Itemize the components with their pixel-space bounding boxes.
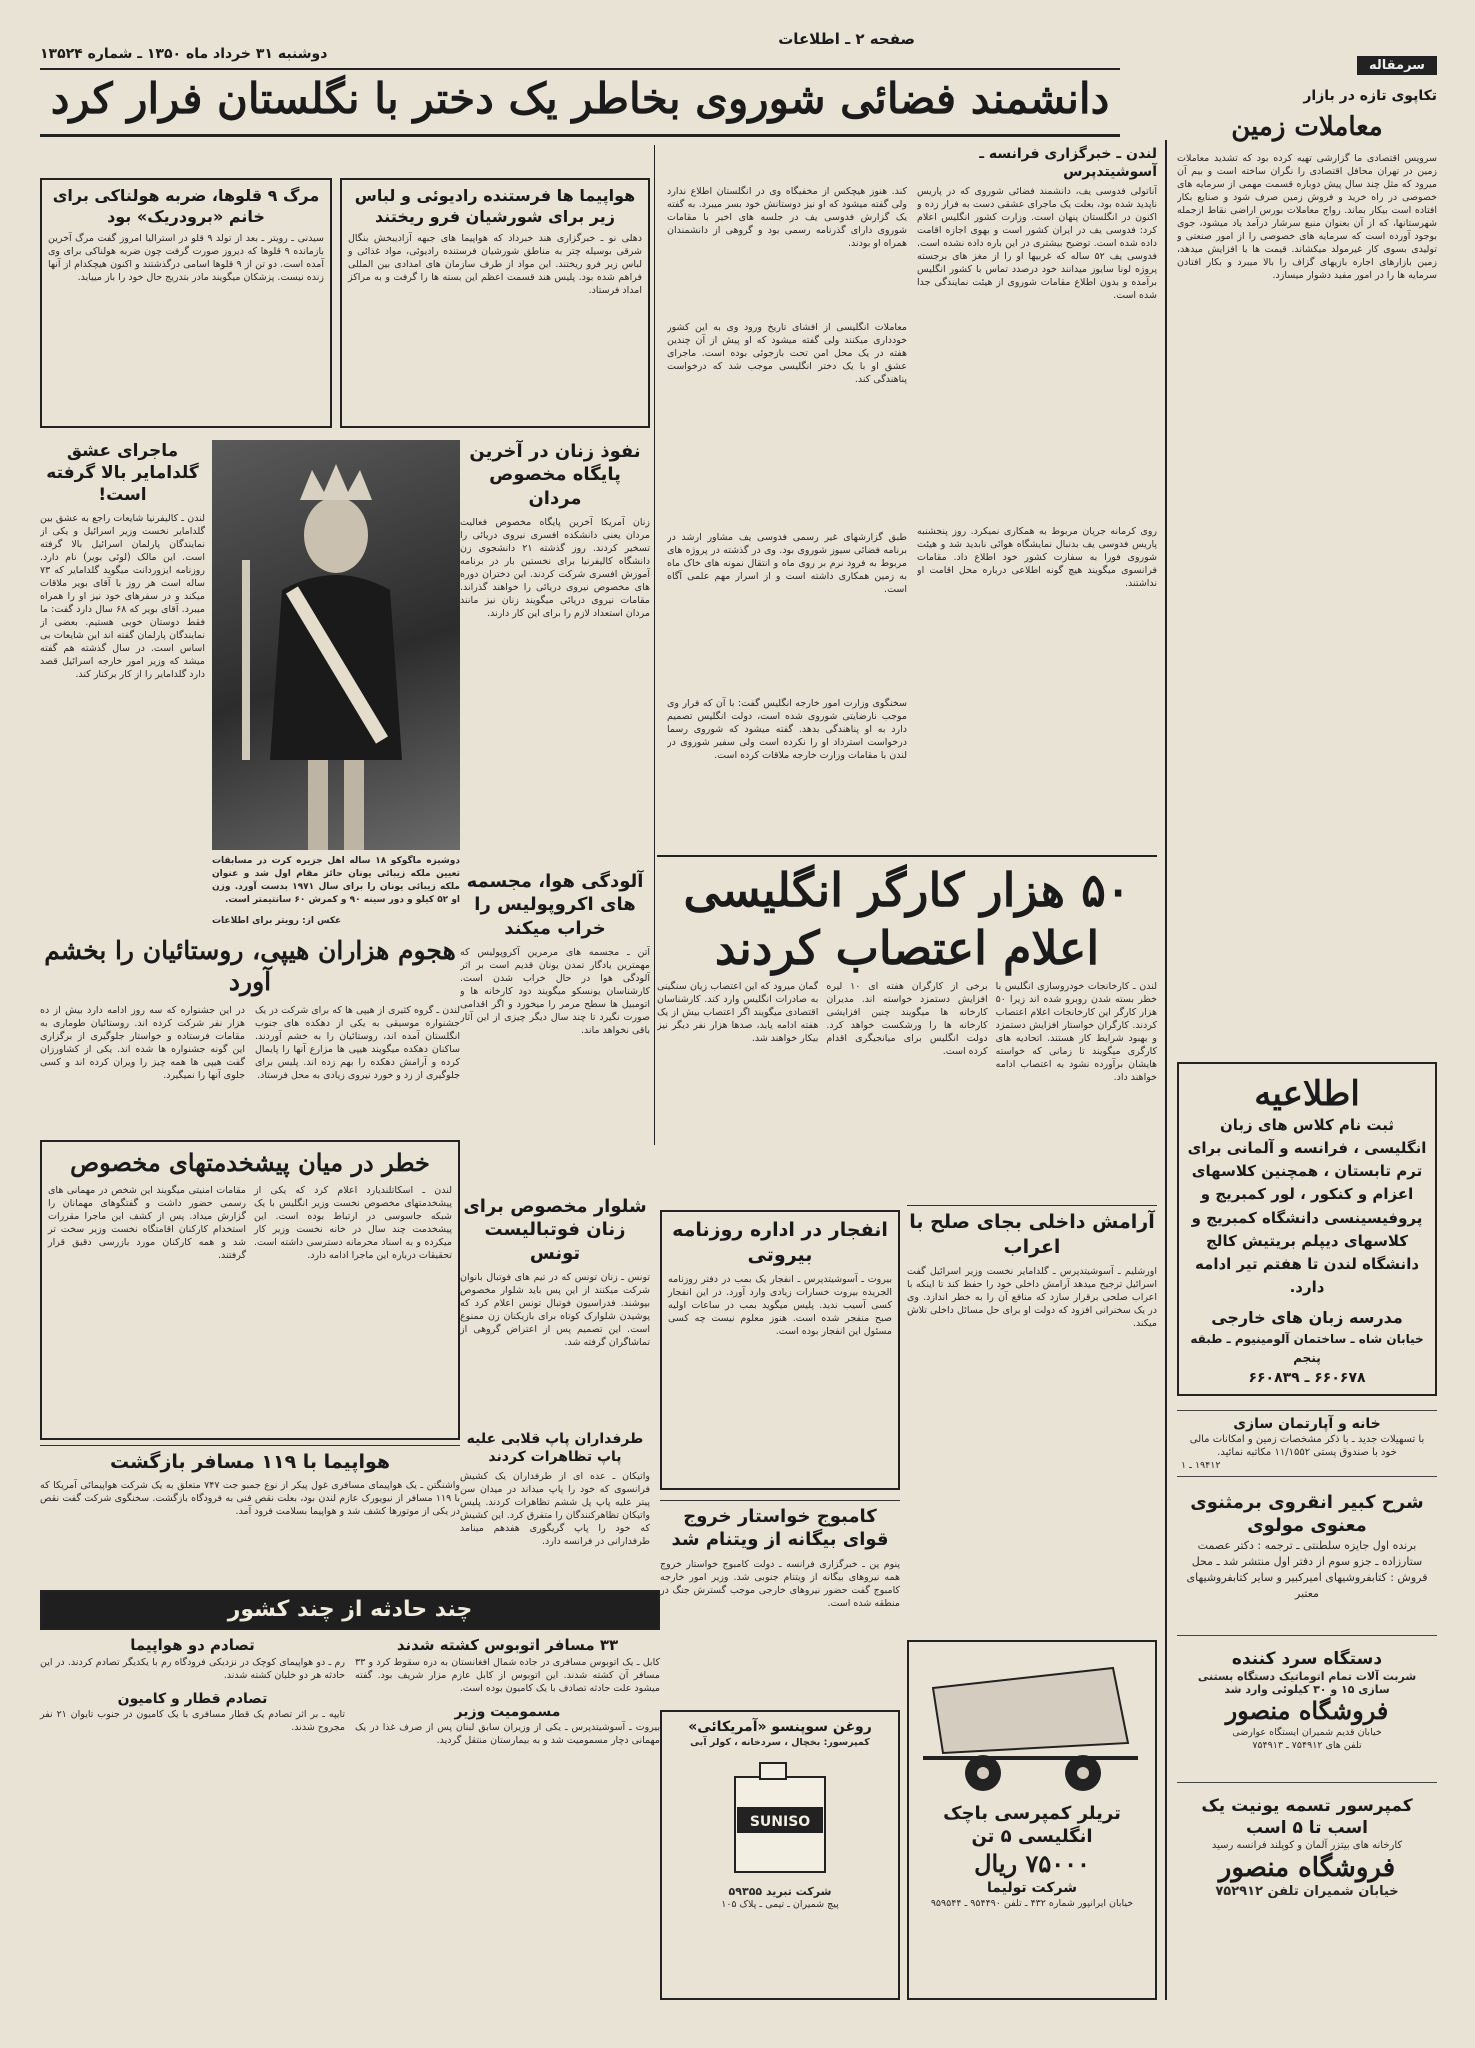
notice-ad — [1177, 1062, 1437, 1396]
hippies-title: هجوم هزاران هیپی، روستائیان را بخشم آورد — [44, 936, 456, 997]
main-story-body-1: آناتولی فدوسی یف، دانشمند فضائی شوروی که در پاریس ناپدید شده بود، بعلت یک ماجرای عشقی دست به فرار زده و اکنون در انگلستان پنهان است. وزارت کشور انگلیس اعلام کرد: فدوسی یف در ایران کشور است و بهوی اجازه اقامت داده شده است. توضیح بیشتری در این باره داده نشده است. فدوسی یف ۵۲ ساله که غربیها او را از مغز های برجسته پروژه لونا سایوز میدانند خود درصدد تماس با کشور انگلیس برآمده و بدون اطلاع مقامات شوروی از هیئت نمایندگی جدا شده است. — [917, 186, 1157, 302]
oil-title: روغن سوپنسو «آمریکائی» — [688, 1719, 872, 1735]
butler-danger-story — [40, 1140, 460, 1440]
strike-body-columns — [657, 980, 1157, 1200]
fake-pope-body: واتیکان ـ عده ای از طرفداران یک کشیش فرانسوی که خود را پاپ میداند در میدان سن پیتر علیه پاپ پل ششم تظاهرات کردند. پلیس واتیکان تظاهرکنندگان را متفرق کرد. این کشیش که خود را پاپ گریگوری هفدهم مینامد طرفدارانی در فرانسه دارد. — [460, 1471, 650, 1548]
photo-credit: عکس از: رویتر برای اطلاعات — [212, 916, 342, 926]
pollution-title: آلودگی هوا، مجسمه های اکروپولیس را خراب میکند — [466, 871, 644, 939]
football-pants-body: تونس ـ زنان تونس که در تیم های فوتبال بانوان شرکت میکنند از این پس باید شلوار مخصوص بپوشند. فدراسیون فوتبال تونس اعلام کرد که پوشیدن شلوارک کوتاه برای بازیکنان زن ممنوع است. این تصمیم پس از اعتراض گروهی از تماشاگران گرفته شد. — [460, 1272, 650, 1349]
issue-date: دوشنبه ۳۱ خرداد ماه ۱۳۵۰ ـ شماره ۱۳۵۲۴ — [40, 46, 328, 62]
mansour-name: فروشگاه منصور — [1225, 1695, 1389, 1725]
beauty-queen-photo — [212, 440, 460, 850]
notice-body: ثبت نام کلاس های زبان انگلیسی ، فرانسه و آلمانی برای ترم تابستان ، همچنین کلاسهای اعزام و کنکور ، لور کمبریج و پروفیسینسی دانشگاه کمبریج و کلاسهای دیپلم بریتیش کالج دانشگاه لندن تا هفتم تیر ادامه دارد. — [1187, 1115, 1427, 1297]
calm-body: اورشلیم ـ آسوشیتدپرس ـ گلدامایر نخست وزیر اسرائیل گفت اسرائیل ترجیح میدهد آرامش داخلی خود را حفظ کند تا اینکه با اعراب صلحی برقرار سازد که منافع آن را به خطر اندازد. وی در یک سخنرانی افزود که دولت او برای حل مسائل داخلی تلاش میکند. — [907, 1266, 1157, 1330]
plane-119-title: هواپیما با ۱۱۹ مسافر بازگشت — [109, 1451, 391, 1473]
oil-can-label: SUNISO — [749, 1814, 811, 1831]
page-label: صفحه ۲ ـ اطلاعات — [778, 30, 915, 48]
plane-radio-body: دهلی نو ـ خبرگزاری هند خبرداد که هواپیما های جبهه آزادیبخش بنگال شرقی بوسیله چتر به مناطق شورشیان فرستنده رادیوئی، مواد غذائی و لباس زیر فرو ریختند. این مواد از طرف سازمان های امدادی بین المللی فراهم شده بود. پلیس هند قسمت اعظم این بسته ها را گرفت و به مراکز امداد فرستاد. — [348, 232, 642, 296]
strike-headline: ۵۰ هزار کارگر انگلیسی اعلام اعتصاب کردند — [683, 863, 1131, 975]
photo-figure-icon — [212, 440, 460, 850]
cold-body: شربت آلات تمام اتوماتیک دستگاه بستنی سازی ۱۵ و ۳۰ کیلوئی وارد شد — [1197, 1669, 1417, 1696]
nine-babies-story — [40, 178, 332, 428]
trailer-ad — [907, 1640, 1157, 2000]
butler-danger-body-2: مقامات امنیتی میگویند این شخص در مهمانی های رسمی حضور داشت و گفتگوهای مهمانان را گزارش میداد. پس از کشف این ماجرا مقررات استخدام کارکنان اقامتگاه نخست وزیر سخت تر شد و همه کارکنان مورد بازرسی دقیق قرار گرفتند. — [48, 1185, 246, 1261]
butler-danger-title: خطر در میان پیشخدمتهای مخصوص — [70, 1148, 430, 1177]
pollution-story — [460, 870, 650, 1190]
mansour2-name: فروشگاه منصور — [1218, 1853, 1396, 1884]
pollution-body: آتن ـ مجسمه های مرمرین آکروپولیس که مهمترین یادگار تمدن یونان قدیم است بر اثر آلودگی هوا در حال خراب شدن است. کارشناسان یونسکو میگویند دود کارخانه ها و اتومبیل ها سطح مرمر را میخورد و اگر اقدامی صورت نگیرد تا چند سال دیگر چیزی از این آثار باقی نخواهد ماند. — [460, 947, 650, 1037]
editorial-title: معاملات زمین — [1231, 112, 1383, 143]
masnavi-ad — [1177, 1487, 1437, 1636]
masnavi-body: برنده اول جایزه سلطنتی ـ ترجمه : دکتر عصمت ستارزاده ـ جزو سوم از دفتر اول منتشر شد ـ محل فروش : کتابفروشیهای امیرکبیر و سایر کتابفروشیهای معتبر — [1186, 1538, 1428, 1600]
golda-story — [40, 440, 205, 910]
editorial-kicker: تکاپوی تازه در بازار — [1303, 88, 1437, 104]
headline-rule — [40, 134, 1120, 137]
strike-body-2: برخی از کارگران هفته ای ۱۰ لیره افزایش دستمزد خواسته اند. مدیران کارخانه ها میگویند چنین افزایشی کارخانه ها را ورشکست خواهد کرد. دولت انگلیس برای میانجیگری اقدام کرده است. — [826, 981, 988, 1057]
women-body: زنان آمریکا آخرین پایگاه مخصوص فعالیت مردان یعنی دانشکده افسری نیروی دریائی را تسخیر کردند. روز گذشته ۲۱ دانشجوی زن دانشگاه کالیفرنیا برای نخستین بار در برنامه آموزش افسری شرکت کردند. این دختران دوره های مخصوص نیروی دریائی را خواهند گذراند. مقامات نیروی دریائی میگویند زنان نیز مانند مردان استعداد لازم را برای این کار دارند. — [460, 517, 650, 620]
compressor-ad — [1177, 1791, 1437, 1949]
poison-title: مسمومیت وزیر — [454, 1703, 561, 1720]
strike-top-rule — [657, 855, 1157, 857]
school-name: مدرسه زبان های خارجی — [1211, 1307, 1403, 1327]
house-ad — [1177, 1410, 1437, 1477]
main-story-dateline: لندن ـ خبرگزاری فرانسه ـ آسوشیتدپرس — [979, 146, 1157, 181]
plane-119-body: واشنگتن ـ یک هواپیمای مسافری غول پیکر از نوع جمبو جت ۷۴۷ متعلق به یک شرکت هواپیمائی آمریکا که با ۱۱۹ مسافر از نیویورک عازم لندن بود، بعلت نقص فنی به فرودگاه بازگشت. سخنگوی شرکت گفت نقص در یکی از موتورها کشف شد و هواپیما بسلامت فرود آمد. — [40, 1479, 460, 1517]
column-divider-2 — [654, 145, 655, 1145]
oil-sub: کمپرسور: بخچال ، سردخانه ، کولر آبی — [690, 1737, 870, 1749]
main-story-body-2: معاملات انگلیسی از افشای تاریخ ورود وی به این کشور خودداری میکنند ولی گفته میشود که او پیش از آن چندین هفته در یک محل امن تحت بازجوئی بوده است. ماجرای عشق او با یک دختر انگلیسی موجب شد که درخواست پناهندگی کند. — [667, 322, 907, 386]
plane-119-story — [40, 1445, 460, 1575]
football-pants-title: شلوار مخصوص برای زنان فوتبالیست تونس — [463, 1196, 647, 1264]
cold-title: دستگاه سرد کننده — [1231, 1648, 1383, 1669]
train-collision-body: تایپه ـ بر اثر تصادم یک قطار مسافری با یک کامیون در جنوب تایوان ۲۱ نفر مجروح شدند. — [40, 1708, 345, 1733]
plane-radio-title: هواپیما ها فرستنده رادیوئی و لباس زیر برای شورشیان فرو ریختند — [354, 186, 636, 226]
cambodia-story — [660, 1500, 900, 1700]
train-collision-title: تصادم قطار و کامیون — [117, 1690, 268, 1707]
house-body: با تسهیلات جدید ـ با ذکر مشخصات زمین و امکانات مالی خود با صندوق پستی ۱۱/۱۵۵۲ مکاتبه نمائید. — [1189, 1433, 1425, 1458]
trailer-company: شرکت تولیما — [987, 1879, 1077, 1896]
main-headline: دانشمند فضائی شوروی بخاطر یک دختر با نگلستان فرار کرد — [50, 74, 1110, 123]
plane-radio-story — [340, 178, 650, 428]
house-code: ۱۹۴۱۲ ـ ۱ — [1181, 1459, 1221, 1471]
golda-body: لندن ـ کالیفرنیا شایعات راجع به عشق بین گلدامایر نخست وزیر اسرائیل و یکی از نمایندگان پارلمان اسرائیل بالا گرفته است. این مالک (لوئی بویر) نام دارد. روزنامه ایزوردانت میگوید گلدامایر که ۷۳ ساله است هر روز با آقای بویر ملاقات میکند و در سفرهای خود نیز او را همراه میبرد. آقای بویر که ۶۸ سال دارد گفت: ما فقط دوستان خوبی هستیم. بعضی از نمایندگان پارلمان گفته اند این شایعات بی اساس است. در سال گذشته هم گفته میشد که وزیر امور خارجه اسرائیل قصد دارد گلدامایر را از کار برکنار کند. — [40, 513, 205, 681]
trailer-price: ۷۵۰۰۰ ریال — [974, 1848, 1090, 1878]
butler-danger-body: لندن ـ اسکاتلندیارد اعلام کرد که یکی از پیشخدمتهای مخصوص نخست وزیر انگلیس با یک شبکه جاسوسی در ارتباط بوده است. این پیشخدمت چند سال در خانه نخست وزیر کار میکرده و به اسناد محرمانه دسترسی داشته است. تحقیقات درباره این ماجرا ادامه دارد. — [254, 1185, 452, 1261]
explosion-body: بیروت ـ آسوشیتدپرس ـ انفجار یک بمب در دفتر روزنامه الجریده بیروت خسارات زیادی وارد آورد. در این انفجار کسی آسیب ندید. پلیس میگوید بمب در ساعات اولیه صبح منفجر شده است. هنوز معلوم نیست چه کسی مسئول این انفجار بوده است. — [668, 1274, 892, 1338]
football-pants-story — [460, 1195, 650, 1435]
cambodia-body: پنوم پن ـ خبرگزاری فرانسه ـ دولت کامبوج خواستار خروج همه نیروهای بیگانه از ویتنام جنوبی شد. وزیر امور خارجه کامبوج گفت حضور نیروهای خارجی موجب گسترش جنگ در منطقه شده است. — [660, 1558, 900, 1609]
incidents-banner: چند حادثه از چند کشور — [40, 1590, 660, 1630]
women-title: نفوذ زنان در آخرین پایگاه مخصوص مردان — [469, 441, 641, 509]
golda-title: ماجرای عشق گلدامایر بالا گرفته است! — [46, 441, 199, 506]
photo-caption: دوشیزه ماگوکو ۱۸ ساله اهل جزیره کرت در مسابقات تعیین ملکه زیبائی یونان حائز مقام اول شد و عنوان ملکه زیبائی یونان را برای سال ۱۹۷۱ بدست آورد. وزن او ۵۲ کیلو و دور سینه ۹۰ و کمرش ۶۰ سانتیمتر است. — [212, 856, 460, 905]
hippies-body: لندن ـ گروه کثیری از هیپی ها که برای شرکت در یک جشنواره موسیقی به یکی از دهکده های جنوب انگلستان آمده اند، روستائیان را به خشم آوردند. ساکنان دهکده میگویند هیپی ها مزارع آنها را پایمال کرده و آرامش دهکده را بهم زده اند. پلیس برای جلوگیری از زد و خورد نیروی زیادی به محل فرستاد. — [255, 1004, 460, 1081]
women-story — [460, 440, 650, 860]
compressor-body: کارخانه های بیتزر آلمان و کوپلند فرانسه رسید — [1211, 1840, 1403, 1852]
hippies-body-2: در این جشنواره که سه روز ادامه دارد بیش از ده هزار نفر شرکت کرده اند. روستائیان طوماری به مقامات فرستاده و خواستار جلوگیری از برگزاری این گونه جشنواره ها شده اند. یکی از کشاورزان گفت هیپی ها همه چیز را ویران کرده اند و کسی جلوی آنها را نمیگیرد. — [40, 1004, 245, 1081]
cambodia-title: کامبوج خواستار خروج قوای بیگانه از ویتنام شد — [671, 1506, 889, 1551]
calm-story — [907, 1205, 1157, 1545]
main-story-column — [657, 145, 1157, 855]
editorial-column — [1177, 56, 1437, 1899]
calm-title: آرامش داخلی بجای صلح با اعراب — [909, 1211, 1155, 1258]
mansour-address: خیابان قدیم شمیران ایستگاه عوارضی — [1232, 1726, 1382, 1738]
fake-pope-title: طرفداران پاپ قلابی علیه پاپ تظاهرات کردند — [466, 1431, 644, 1466]
compressor-title: کمپرسور تسمه یونیت یک اسب تا ۵ اسب — [1201, 1795, 1413, 1838]
nine-babies-body: سیدنی ـ رویتر ـ بعد از تولد ۹ قلو در استرالیا امروز گفت مرگ آخرین بازمانده ۹ قلوها که دیروز صورت گرفت چون ضربه هولناکی برای وی آمده است. دو تن از ۹ قلوها اسامی درگذشتند و اکنون هیچکدام از آنها زنده نیست. پزشکان میگویند مادر بتدریج حال خود را باز مییابد. — [48, 232, 324, 283]
school-phone: ۶۶۰۶۷۸ ـ ۶۶۰۸۳۹ — [1248, 1369, 1366, 1386]
oil-address: پیچ شمیران ـ تیمی ـ پلاک ۱۰۵ — [721, 1899, 839, 1911]
main-story-body-4: روی کرمانه جریان مربوط به همکاری نمیکرد. روز پنجشنبه پاریس فدوسی یف بدنبال نمایشگاه هوائی نابدید شد و هیئت شوروی فورا به سفارت کشور خود اطلاع داد. مقامات فرانسوی میگویند هیچ گونه اطلاعی درباره محل اقامت او نداشتند. — [917, 526, 1157, 590]
plane-collision-title: تصادم دو هواپیما — [130, 1636, 255, 1654]
school-address: خیابان شاه ـ ساختمان آلومینیوم ـ طبقه پنجم — [1190, 1332, 1424, 1366]
oil-company: شرکت تبرید ۵۹۳۵۵ — [728, 1885, 832, 1899]
hippies-story — [40, 935, 460, 1135]
column-divider-1 — [1165, 140, 1167, 2000]
poison-body: بیروت ـ آسوشیتدپرس ـ یکی از وزیران سابق لبنان پس از صرف غذا در یک مهمانی دچار مسمومیت شد و به بیمارستان منتقل گردید. — [355, 1721, 660, 1746]
masthead-rule — [40, 68, 1120, 70]
masnavi-title: شرح کبیر انقروی برمثنوی معنوی مولوی — [1190, 1491, 1424, 1537]
main-story-body-3: کند. هنوز هیچکس از مخفیگاه وی در انگلستان اطلاع ندارد ولی گفته میشود که او نیز دوستانش خود بسر میبرد. به گفته یک گزارش فدوسی یف در جلسه های اخیر با مقامات شوروی دارای گذرنامه رسمی بود و گروهی از دانشمندان همراه او بودند. — [667, 186, 907, 250]
nine-babies-title: مرگ ۹ قلوها، ضربه هولناکی برای خانم «برودریک» بود — [52, 186, 320, 226]
bus-accident-body: کابل ـ یک اتوبوس مسافری در جاده شمال افغانستان به دره سقوط کرد و ۳۳ مسافر آن کشته شدند. این اتوبوس از کابل عازم مزار شریف بود. گفته میشود علت حادثه تصادف با یک کامیون بوده است. — [355, 1656, 660, 1694]
editorial-body: سرویس اقتصادی ما گزارشی تهیه کرده بود که تشدید معاملات زمین در تهران محافل اقتصادی را نگران ساخته است و بیم آن میرود که مثل چند سال پیش دوباره قسمت مهمی از سرمایه های خصوصی در راه خرید و فروش زمین صرف شود و صنایع بکار افتاده است بیکار بماند. رواج معاملات بورس اراضی نقاط ازجمله شهرستانها، که از آن بعنوان منبع سرشار درآمد یاد میشود، جوی بوجود آورده است که سرمایه های خصوصی را از امور صنعتی و تولیدی بسوی کار غیرمولد میکشاند. قیمت ها با افزایش میدهد، زمین بازارهای اجاره بازیهای گزاف را بالا میبرد و بکار افتادن سرمایه ها را در امور مفید دشوار میسازد. — [1177, 152, 1437, 281]
trailer-title: تریلر کمپرسی باچک انگلیسی ۵ تن — [943, 1803, 1121, 1848]
bus-accident-title: ۳۳ مسافر اتوبوس کشته شدند — [396, 1636, 619, 1654]
suniso-oil-ad — [660, 1710, 900, 2000]
editorial-label: سرمقاله — [1357, 56, 1437, 75]
trailer-icon — [913, 1648, 1149, 1798]
trailer-address: خیابان ایرانپور شماره ۴۳۲ ـ تلفن ۹۵۴۴۹۰ ـ ۹۵۹۵۴۴ — [930, 1897, 1134, 1909]
notice-title: اطلاعیه — [1254, 1073, 1360, 1114]
oil-can-icon — [725, 1757, 835, 1877]
incidents-section — [40, 1636, 660, 2006]
strike-body: لندن ـ کارخانجات خودروسازی انگلیس با خطر بسته شدن روبرو شده اند زیرا ۵۰ هزار کارگر این کارخانجات اعلام اعتصاب کردند. کارگران خواستار افزایش دستمزد و بهبود شرایط کار هستند. اتحادیه های کارگری میگویند تا زمانی که خواسته هایشان برآورده نشود به اعتصاب ادامه خواهند داد. — [995, 981, 1157, 1083]
strike-body-3: گمان میرود که این اعتصاب زیان سنگینی به صادرات انگلیس وارد کند. کارشناسان اقتصادی میگویند اگر اعتصاب بیش از یک هفته ادامه یابد، صدها هزار نفر دیگر نیز بیکار خواهند شد. — [657, 981, 819, 1044]
plane-collision-body: رم ـ دو هواپیمای کوچک در نزدیکی فرودگاه رم با یکدیگر تصادم کردند. در این حادثه هر دو خلبان کشته شدند. — [40, 1656, 345, 1681]
main-story-body-5: طبق گزارشهای غیر رسمی فدوسی یف مشاور ارشد در برنامه فضائی سیوز شوروی بود. وی در گذشته در پروژه های مربوط به فرود نرم بر روی ماه و انتقال نمونه های خاک ماه به زمین همکاری داشته است و از اسرار مهم علمی آگاه است. — [667, 532, 907, 596]
house-title: خانه و آپارتمان سازی — [1233, 1415, 1381, 1432]
mansour-phone: تلفن های ۷۵۴۹۱۲ ـ ۷۵۴۹۱۳ — [1252, 1739, 1362, 1751]
main-story-body-6: سخنگوی وزارت امور خارجه انگلیس گفت: با آن که فرار وی موجب نارضایتی شوروی شده است، دولت انگلیس تصمیم دارد به او پناهندگی بدهد. گفته میشود که شوروی رسما درخواست استرداد او را نکرده است ولی سفیر شوروی در لندن با مقامات وزارت خارجه ملاقات کرده است. — [667, 698, 907, 762]
explosion-story — [660, 1210, 900, 1490]
explosion-title: انفجار در اداره روزنامه بیروتی — [672, 1219, 888, 1266]
mansour2-address: خیابان شمیران تلفن ۷۵۲۹۱۲ — [1215, 1883, 1399, 1899]
cold-ad — [1177, 1644, 1437, 1783]
fake-pope-story — [460, 1430, 650, 1580]
